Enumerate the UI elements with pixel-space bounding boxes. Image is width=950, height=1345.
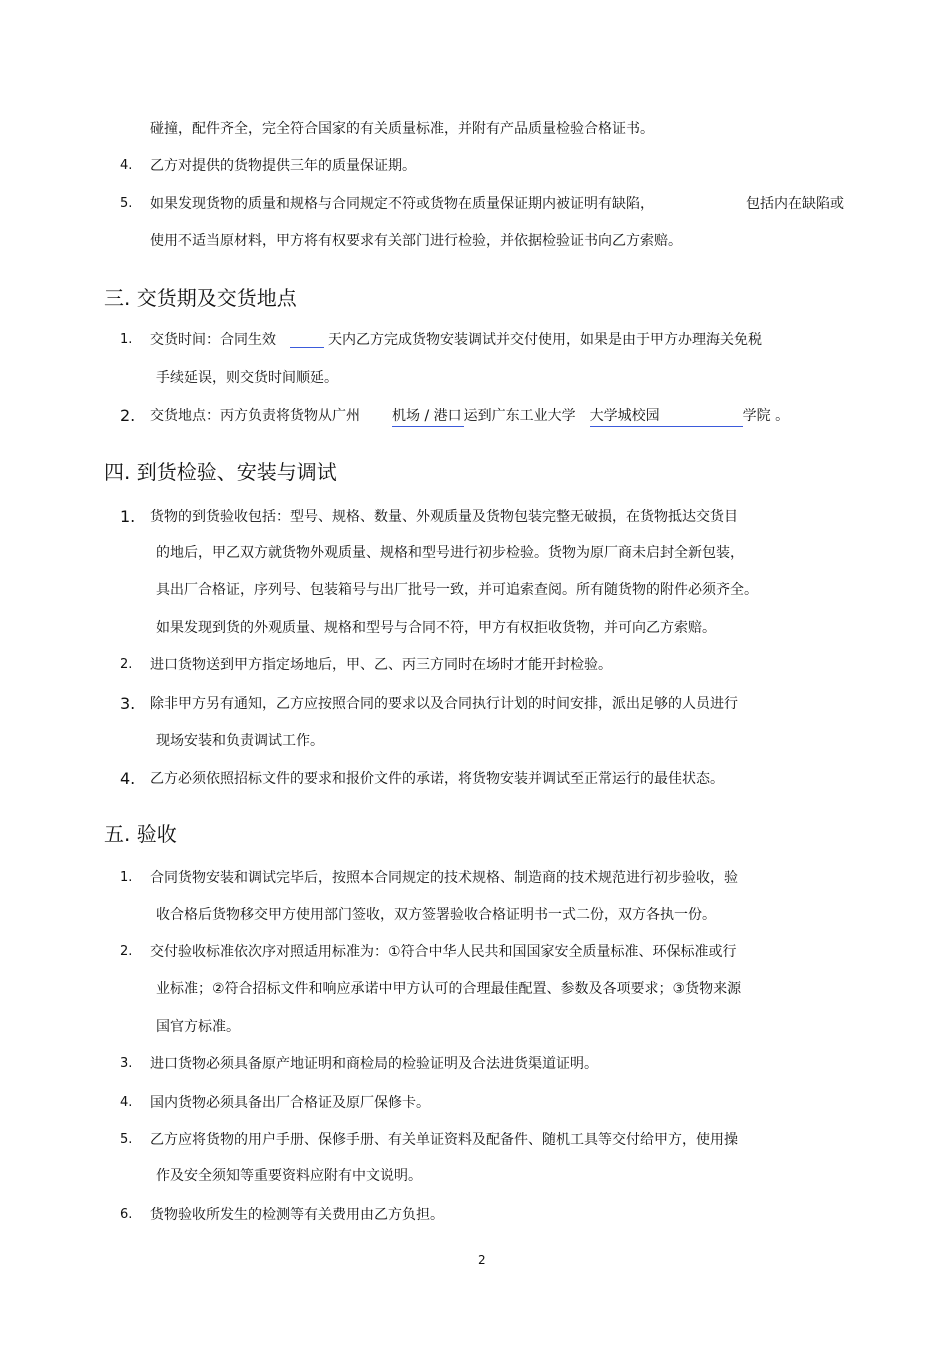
clause-2-5-line-2: 使用不适当原材料，甲方将有权要求有关部门进行检验，并依据检验证书向乙方索赔。	[150, 233, 682, 249]
port-fill: 机场 / 港口	[392, 406, 464, 427]
clause-3-2-text-c: 学院 。	[742, 408, 790, 424]
clause-2-5-number: 5.	[120, 196, 133, 211]
clause-5-1-number: 1.	[120, 870, 133, 885]
clause-5-5-number: 5.	[120, 1132, 133, 1147]
clause-3-1-number: 1.	[120, 332, 133, 347]
clause-4-4-number: 4.	[120, 769, 136, 788]
section-4-heading: 四. 到货检验、安装与调试	[104, 460, 337, 484]
clause-3-1-text-a: 交货时间：合同生效	[150, 332, 276, 348]
page-number: 2	[478, 1253, 486, 1267]
clause-5-6-text: 货物验收所发生的检测等有关费用由乙方负担。	[150, 1207, 444, 1223]
clause-5-3-text: 进口货物必须具备原产地证明和商检局的检验证明及合法进货渠道证明。	[150, 1056, 598, 1072]
clause-5-5-line-1: 乙方应将货物的用户手册、保修手册、有关单证资料及配备件、随机工具等交付给甲方，使用操	[150, 1132, 738, 1148]
clause-5-1-line-1: 合同货物安装和调试完毕后，按照本合同规定的技术规格、制造商的技术规范进行初步验收，验	[150, 870, 738, 886]
clause-4-1-line-3: 具出厂合格证，序列号、包装箱号与出厂批号一致，并可追索查阅。所有随货物的附件必须齐全。	[156, 582, 758, 598]
clause-5-3-number: 3.	[120, 1056, 133, 1071]
clause-2-3-continuation: 碰撞，配件齐全，完全符合国家的有关质量标准，并附有产品质量检验合格证书。	[150, 121, 654, 137]
clause-3-1-line-2: 手续延误，则交货时间顺延。	[156, 370, 338, 386]
delivery-days-blank	[290, 331, 324, 348]
clause-2-4-number: 4.	[120, 158, 133, 173]
clause-3-2-text-b: 运到广东工业大学	[463, 408, 576, 424]
clause-5-4-text: 国内货物必须具备出厂合格证及原厂保修卡。	[150, 1095, 430, 1111]
clause-4-1-line-2: 的地后，甲乙双方就货物外观质量、规格和型号进行初步检验。货物为原厂商未启封全新包装，	[156, 545, 744, 561]
clause-4-4-text: 乙方必须依照招标文件的要求和报价文件的承诺，将货物安装并调试至正常运行的最佳状态。	[150, 771, 724, 787]
clause-5-5-line-2: 作及安全须知等重要资料应附有中文说明。	[156, 1168, 422, 1184]
clause-2-5-line-1b: 包括内在缺陷或	[746, 196, 844, 212]
clause-4-3-number: 3.	[120, 694, 136, 713]
clause-5-2-line-2: 业标准；②符合招标文件和响应承诺中甲方认可的合理最佳配置、参数及各项要求；③货物来源	[156, 981, 742, 997]
clause-3-1-line-1	[150, 330, 762, 350]
campus-fill: 大学城校园	[590, 406, 743, 427]
clause-5-2-line-3: 国官方标准。	[156, 1019, 240, 1035]
clause-4-2-number: 2.	[120, 657, 133, 672]
clause-3-1-text-b: 天内乙方完成货物安装调试并交付使用，如果是由于甲方办理海关免税	[328, 332, 762, 348]
section-3-heading: 三. 交货期及交货地点	[104, 286, 297, 310]
clause-5-1-line-2: 收合格后货物移交甲方使用部门签收，双方签署验收合格证明书一式二份，双方各执一份。	[156, 907, 716, 923]
clause-4-2-text: 进口货物送到甲方指定场地后，甲、乙、丙三方同时在场时才能开封检验。	[150, 657, 612, 673]
clause-3-2-text	[150, 406, 789, 427]
clause-5-2-number: 2.	[120, 944, 133, 959]
clause-4-1-number: 1.	[120, 507, 136, 526]
clause-3-2-text-a: 交货地点：丙方负责将货物从广州	[150, 408, 360, 424]
section-5-heading: 五. 验收	[104, 822, 177, 846]
clause-4-3-line-1: 除非甲方另有通知，乙方应按照合同的要求以及合同执行计划的时间安排，派出足够的人员进行	[150, 696, 738, 712]
clause-5-6-number: 6.	[120, 1207, 133, 1222]
clause-2-5-line-1a: 如果发现货物的质量和规格与合同规定不符或货物在质量保证期内被证明有缺陷，	[150, 196, 654, 212]
clause-4-1-line-1: 货物的到货验收包括：型号、规格、数量、外观质量及货物包装完整无破损，在货物抵达交货目	[150, 509, 738, 525]
clause-4-3-line-2: 现场安装和负责调试工作。	[156, 733, 324, 749]
clause-5-4-number: 4.	[120, 1095, 133, 1110]
clause-5-2-line-1: 交付验收标准依次序对照适用标准为：①符合中华人民共和国国家安全质量标准、环保标准或行	[150, 944, 737, 960]
clause-2-4-text: 乙方对提供的货物提供三年的质量保证期。	[150, 158, 416, 174]
clause-4-1-line-4: 如果发现到货的外观质量、规格和型号与合同不符，甲方有权拒收货物，并可向乙方索赔。	[156, 620, 716, 636]
clause-3-2-number: 2.	[120, 406, 136, 425]
